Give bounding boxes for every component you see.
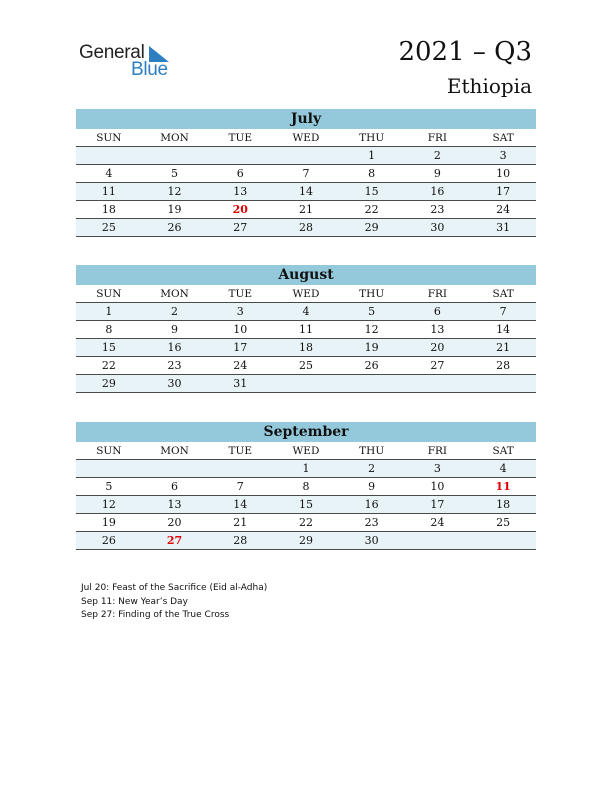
week-row bbox=[76, 496, 536, 514]
day-cell: 16 bbox=[142, 339, 208, 357]
day-cell: 31 bbox=[470, 219, 536, 237]
weekday-header: THU bbox=[339, 442, 405, 460]
weekday-header: SUN bbox=[76, 285, 142, 303]
day-cell: 19 bbox=[339, 339, 405, 357]
weekday-header: FRI bbox=[405, 285, 471, 303]
day-cell: 24 bbox=[405, 514, 471, 532]
empty-day-cell bbox=[470, 532, 536, 550]
week-row bbox=[76, 147, 536, 165]
day-cell: 6 bbox=[405, 303, 471, 321]
day-cell: 5 bbox=[76, 478, 142, 496]
day-cell: 1 bbox=[273, 460, 339, 478]
day-cell: 8 bbox=[273, 478, 339, 496]
day-cell: 27 bbox=[405, 357, 471, 375]
day-cell: 15 bbox=[273, 496, 339, 514]
day-cell: 3 bbox=[405, 460, 471, 478]
day-cell: 23 bbox=[142, 357, 208, 375]
day-cell: 4 bbox=[76, 165, 142, 183]
day-cell: 13 bbox=[405, 321, 471, 339]
day-cell: 2 bbox=[142, 303, 208, 321]
month-name: July bbox=[76, 109, 536, 129]
day-cell: 1 bbox=[339, 147, 405, 165]
week-row bbox=[76, 303, 536, 321]
weekday-header: MON bbox=[142, 442, 208, 460]
holiday-note: Sep 11: New Year’s Day bbox=[81, 596, 188, 607]
day-cell: 16 bbox=[405, 183, 471, 201]
day-cell: 13 bbox=[207, 183, 273, 201]
day-cell: 26 bbox=[142, 219, 208, 237]
weekday-header: TUE bbox=[207, 442, 273, 460]
day-cell: 12 bbox=[339, 321, 405, 339]
empty-day-cell bbox=[339, 375, 405, 393]
day-cell: 18 bbox=[76, 201, 142, 219]
day-cell: 19 bbox=[142, 201, 208, 219]
day-cell: 1 bbox=[76, 303, 142, 321]
day-cell: 30 bbox=[339, 532, 405, 550]
day-cell: 30 bbox=[405, 219, 471, 237]
day-cell: 8 bbox=[339, 165, 405, 183]
month-calendar-september bbox=[76, 422, 536, 550]
empty-day-cell bbox=[142, 147, 208, 165]
day-cell: 20 bbox=[207, 201, 273, 219]
day-cell: 10 bbox=[207, 321, 273, 339]
day-cell: 14 bbox=[207, 496, 273, 514]
day-cell: 27 bbox=[142, 532, 208, 550]
day-cell: 6 bbox=[207, 165, 273, 183]
day-cell: 11 bbox=[273, 321, 339, 339]
day-cell: 3 bbox=[470, 147, 536, 165]
day-cell: 14 bbox=[470, 321, 536, 339]
empty-day-cell bbox=[273, 147, 339, 165]
day-cell: 26 bbox=[76, 532, 142, 550]
weekday-header: THU bbox=[339, 285, 405, 303]
calendar-grid bbox=[76, 285, 536, 393]
day-cell: 19 bbox=[76, 514, 142, 532]
day-cell: 17 bbox=[405, 496, 471, 514]
day-cell: 15 bbox=[76, 339, 142, 357]
day-cell: 12 bbox=[142, 183, 208, 201]
week-row bbox=[76, 201, 536, 219]
weekday-header: THU bbox=[339, 129, 405, 147]
day-cell: 22 bbox=[273, 514, 339, 532]
calendar-grid bbox=[76, 129, 536, 237]
day-cell: 25 bbox=[470, 514, 536, 532]
weekday-header: SAT bbox=[470, 285, 536, 303]
day-cell: 5 bbox=[142, 165, 208, 183]
day-cell: 8 bbox=[76, 321, 142, 339]
day-cell: 21 bbox=[207, 514, 273, 532]
empty-day-cell bbox=[142, 460, 208, 478]
day-cell: 10 bbox=[470, 165, 536, 183]
empty-day-cell bbox=[405, 375, 471, 393]
day-cell: 9 bbox=[405, 165, 471, 183]
weekday-header: MON bbox=[142, 285, 208, 303]
day-cell: 2 bbox=[405, 147, 471, 165]
day-cell: 29 bbox=[339, 219, 405, 237]
day-cell: 29 bbox=[76, 375, 142, 393]
day-cell: 3 bbox=[207, 303, 273, 321]
week-row bbox=[76, 460, 536, 478]
day-cell: 18 bbox=[273, 339, 339, 357]
holiday-note: Jul 20: Feast of the Sacrifice (Eid al-Adha) bbox=[81, 583, 268, 593]
day-cell: 27 bbox=[207, 219, 273, 237]
day-cell: 17 bbox=[207, 339, 273, 357]
logo bbox=[79, 42, 179, 82]
weekday-header: TUE bbox=[207, 285, 273, 303]
week-row bbox=[76, 321, 536, 339]
weekday-header: SUN bbox=[76, 442, 142, 460]
holiday-note: Sep 27: Finding of the True Cross bbox=[81, 610, 230, 621]
day-cell: 25 bbox=[273, 357, 339, 375]
day-cell: 24 bbox=[470, 201, 536, 219]
day-cell: 29 bbox=[273, 532, 339, 550]
empty-day-cell bbox=[76, 147, 142, 165]
month-calendar-august bbox=[76, 265, 536, 393]
day-cell: 21 bbox=[273, 201, 339, 219]
weekday-header: SUN bbox=[76, 129, 142, 147]
empty-day-cell bbox=[207, 147, 273, 165]
day-cell: 20 bbox=[142, 514, 208, 532]
week-row bbox=[76, 514, 536, 532]
logo-general-text: General bbox=[79, 42, 145, 63]
week-row bbox=[76, 339, 536, 357]
week-row bbox=[76, 478, 536, 496]
day-cell: 4 bbox=[273, 303, 339, 321]
day-cell: 28 bbox=[207, 532, 273, 550]
day-cell: 4 bbox=[470, 460, 536, 478]
day-cell: 7 bbox=[470, 303, 536, 321]
week-row bbox=[76, 375, 536, 393]
day-cell: 6 bbox=[142, 478, 208, 496]
day-cell: 9 bbox=[339, 478, 405, 496]
empty-day-cell bbox=[76, 460, 142, 478]
day-cell: 23 bbox=[405, 201, 471, 219]
logo-blue-text: Blue bbox=[131, 59, 168, 80]
weekday-header: FRI bbox=[405, 442, 471, 460]
week-row bbox=[76, 532, 536, 550]
month-name: August bbox=[76, 265, 536, 285]
day-cell: 28 bbox=[273, 219, 339, 237]
week-row bbox=[76, 357, 536, 375]
country-name: Ethiopia bbox=[446, 74, 532, 98]
day-cell: 10 bbox=[405, 478, 471, 496]
day-cell: 23 bbox=[339, 514, 405, 532]
day-cell: 9 bbox=[142, 321, 208, 339]
day-cell: 25 bbox=[76, 219, 142, 237]
empty-day-cell bbox=[405, 532, 471, 550]
day-cell: 22 bbox=[76, 357, 142, 375]
day-cell: 31 bbox=[207, 375, 273, 393]
day-cell: 21 bbox=[470, 339, 536, 357]
day-cell: 5 bbox=[339, 303, 405, 321]
page-title: 2021 – Q3 bbox=[398, 37, 532, 67]
day-cell: 14 bbox=[273, 183, 339, 201]
day-cell: 7 bbox=[273, 165, 339, 183]
empty-day-cell bbox=[273, 375, 339, 393]
day-cell: 22 bbox=[339, 201, 405, 219]
weekday-header: MON bbox=[142, 129, 208, 147]
month-calendar-july bbox=[76, 109, 536, 237]
month-name: September bbox=[76, 422, 536, 442]
weekday-header: WED bbox=[273, 442, 339, 460]
day-cell: 26 bbox=[339, 357, 405, 375]
calendar-grid bbox=[76, 442, 536, 550]
day-cell: 30 bbox=[142, 375, 208, 393]
weekday-header: WED bbox=[273, 129, 339, 147]
day-cell: 2 bbox=[339, 460, 405, 478]
holiday-notes bbox=[81, 582, 267, 623]
empty-day-cell bbox=[207, 460, 273, 478]
day-cell: 16 bbox=[339, 496, 405, 514]
day-cell: 13 bbox=[142, 496, 208, 514]
day-cell: 12 bbox=[76, 496, 142, 514]
weekday-header: WED bbox=[273, 285, 339, 303]
day-cell: 15 bbox=[339, 183, 405, 201]
day-cell: 28 bbox=[470, 357, 536, 375]
day-cell: 17 bbox=[470, 183, 536, 201]
day-cell: 11 bbox=[76, 183, 142, 201]
day-cell: 11 bbox=[470, 478, 536, 496]
weekday-header: SAT bbox=[470, 442, 536, 460]
week-row bbox=[76, 165, 536, 183]
day-cell: 18 bbox=[470, 496, 536, 514]
weekday-header: SAT bbox=[470, 129, 536, 147]
day-cell: 24 bbox=[207, 357, 273, 375]
week-row bbox=[76, 219, 536, 237]
weekday-header: FRI bbox=[405, 129, 471, 147]
empty-day-cell bbox=[470, 375, 536, 393]
day-cell: 7 bbox=[207, 478, 273, 496]
weekday-header: TUE bbox=[207, 129, 273, 147]
week-row bbox=[76, 183, 536, 201]
day-cell: 20 bbox=[405, 339, 471, 357]
